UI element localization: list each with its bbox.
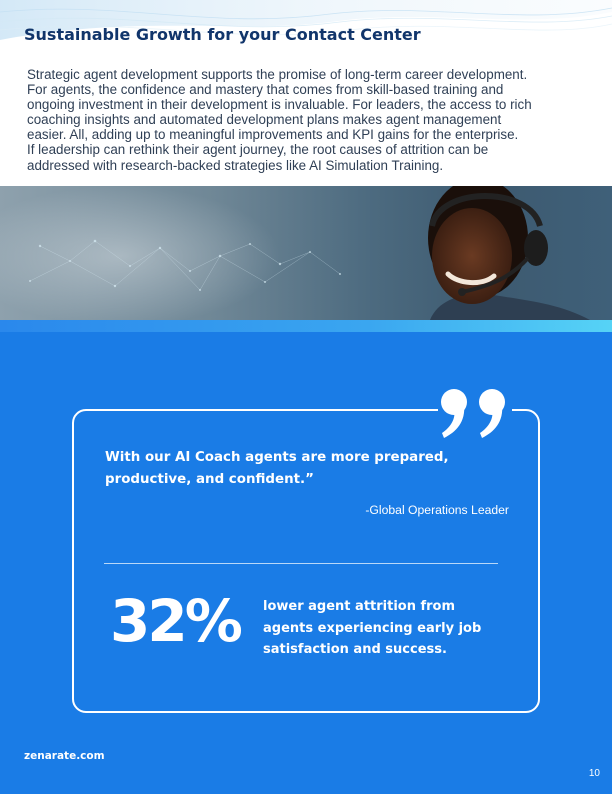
testimonial-quote: With our AI Coach agents are more prepared, productive, and confident.” xyxy=(105,450,449,487)
paragraph-line: If leadership can rethink their agent journey, the root causes of attrition can be xyxy=(27,142,489,158)
stat-description: lower agent attrition from agents experiencing early job satisfaction and success. xyxy=(263,599,482,657)
stat-value: 32% xyxy=(110,587,240,655)
paragraph-line: coaching insights and automated development plans makes agent management xyxy=(27,112,502,128)
paragraph-line: Strategic agent development supports the promise of long-term career development. xyxy=(27,67,528,82)
page-number: 10 xyxy=(588,768,600,779)
paragraph-line: For agents, the confidence and mastery that comes from skill-based training and xyxy=(27,82,504,98)
accent-strip xyxy=(0,320,612,332)
intro-paragraph xyxy=(27,67,589,173)
header-section xyxy=(0,0,612,186)
paragraph-line: easier. All, adding up to meaningful improvements and KPI gains for the enterprise. xyxy=(27,127,519,143)
divider xyxy=(104,563,498,564)
page-title: Sustainable Growth for your Contact Center xyxy=(24,25,421,44)
testimonial-section xyxy=(0,320,612,794)
paragraph-line: addressed with research-backed strategies like AI Simulation Training. xyxy=(27,157,444,173)
footer-site: zenarate.com xyxy=(24,750,105,762)
agent-photo xyxy=(0,186,612,320)
quote-attribution: -Global Operations Leader xyxy=(365,503,509,517)
paragraph-line: ongoing investment in their development is invaluable. For leaders, the access to rich xyxy=(27,97,532,113)
closing-quote-icon xyxy=(438,386,512,440)
